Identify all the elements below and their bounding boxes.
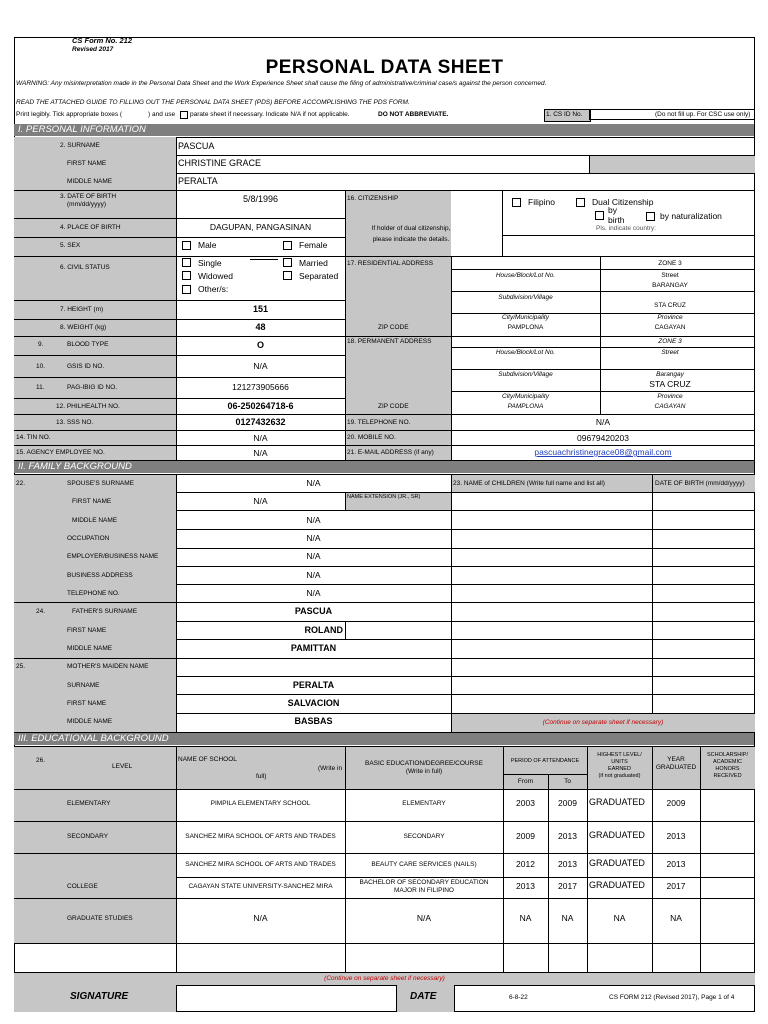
father-number: 24. [36,608,46,615]
father-middle-value[interactable]: PAMITTAN [290,643,337,653]
res-city-label: City/Municipality [502,314,549,321]
blood-type-number: 9. [38,341,44,348]
edu-course-vocational[interactable]: BEAUTY CARE SERVICES (NAILS) [371,861,477,868]
edu-to-graduate[interactable]: NA [561,913,574,923]
pob-value[interactable]: DAGUPAN, PANGASINAN [209,222,312,232]
business-address-value[interactable]: N/A [306,570,321,580]
male-label: Male [198,240,217,250]
res-province2-value[interactable]: CAGAYAN [654,324,686,331]
occupation-label: OCCUPATION [67,535,110,542]
gsis-value[interactable]: N/A [253,361,268,371]
res-province-label: Province [657,314,683,321]
father-middle-label: MIDDLE NAME [67,645,113,652]
print-legibly-b: ) and use [148,111,176,118]
weight-label: 8. WEIGHT (kg) [60,324,107,331]
edu-course-college-a[interactable]: BACHELOR OF SECONDARY EDUCATION [359,879,489,886]
pob-label: 4. PLACE OF BIRTH [60,224,121,231]
family-continue-note: (Continue on separate sheet if necessary) [542,719,664,726]
period-header: PERIOD OF ATTENDANCE [510,758,580,764]
civil-status-label: 6. CIVIL STATUS [60,264,110,271]
mother-middle-label: MIDDLE NAME [67,718,113,725]
edu-highest-vocational[interactable]: GRADUATED [589,858,645,868]
edu-course-college-b[interactable]: MAJOR IN FILIPINO [394,887,454,894]
edu-level-graduate: GRADUATE STUDIES [67,915,133,922]
edu-year-elementary[interactable]: 2009 [666,798,686,808]
to-header: To [564,778,571,785]
female-label: Female [299,240,328,250]
others-checkbox[interactable] [182,285,191,294]
edu-year-college[interactable]: 2017 [666,881,686,891]
first-name-label: FIRST NAME [67,160,107,167]
edu-to-secondary[interactable]: 2013 [558,831,577,841]
dual-citizenship-label: Dual Citizenship [592,197,654,207]
res-city-value[interactable]: STA CRUZ [654,302,686,309]
blood-type-value[interactable]: O [256,340,264,350]
print-legibly-a: Print legibly. Tick appropriate boxes ( [16,111,123,118]
section-family-background: II. FAMILY BACKGROUND [14,461,754,473]
permanent-address-label: 18. PERMANENT ADDRESS [347,338,432,345]
spouse-surname-label: SPOUSE'S SURNAME [67,480,134,487]
edu-from-college[interactable]: 2013 [516,881,535,891]
name-extension-label: NAME EXTENSION (JR., SR) [347,494,421,500]
edu-to-college[interactable]: 2017 [558,881,577,891]
spouse-middle-value[interactable]: N/A [306,515,321,525]
mother-maiden-label: MOTHER'S MAIDEN NAME [67,663,149,670]
res-city2-value[interactable]: PAMPLONA [507,324,544,331]
pagibig-number: 11. [36,384,45,391]
male-checkbox[interactable] [182,241,191,250]
by-naturalization-label: by naturalization [660,211,722,221]
edu-highest-secondary[interactable]: GRADUATED [589,830,645,840]
edu-school-graduate[interactable]: N/A [253,913,268,923]
edu-from-graduate[interactable]: NA [519,913,532,923]
sss-label: 13. SSS NO. [56,419,94,426]
year-header-a: YEAR [667,756,685,763]
highest-header-d: (if not graduated) [598,773,641,779]
year-header-b: GRADUATED [655,764,697,771]
father-first-value[interactable]: ROLAND [304,625,343,635]
spouse-telephone-value[interactable]: N/A [306,588,321,598]
edu-year-vocational[interactable]: 2013 [666,859,686,869]
school-header-a: NAME OF SCHOOL [178,756,237,763]
by-birth-checkbox[interactable] [595,211,604,220]
edu-school-vocational[interactable]: SANCHEZ MIRA SCHOOL OF ARTS AND TRADES [185,861,336,868]
signature-field[interactable] [177,986,395,1011]
edu-course-secondary[interactable]: SECONDARY [403,833,445,840]
edu-level-elementary: ELEMENTARY [67,800,111,807]
first-name-value[interactable]: CHRISTINE GRACE [178,158,262,168]
married-checkbox[interactable] [283,258,292,267]
read-guide-text: READ THE ATTACHED GUIDE TO FILLING OUT THE PERSONAL DATA SHEET (PDS) BEFORE ACCOMPLISHING THE PDS FORM. [16,99,410,106]
edu-from-vocational[interactable]: 2012 [516,859,535,869]
tin-value[interactable]: N/A [253,433,268,443]
family-label-column [14,474,176,732]
course-header-b: (Write in full) [405,768,443,775]
signature-label: SIGNATURE [70,991,129,1002]
edu-school-college[interactable]: CAGAYAN STATE UNIVERSITY-SANCHEZ MIRA [188,883,333,890]
height-label: 7. HEIGHT (m) [60,306,104,313]
form-number: CS Form No. 212 [72,36,133,45]
widowed-checkbox[interactable] [182,271,191,280]
highest-header-b: UNITS [611,759,628,765]
children-label: 23. NAME of CHILDREN (Write full name and list all) [453,480,605,487]
employer-value[interactable]: N/A [306,551,321,561]
form-revised: Revised 2017 [72,46,114,53]
married-label: Married [299,258,328,268]
employer-label: EMPLOYER/BUSINESS NAME [67,553,159,560]
spouse-first-label: FIRST NAME [72,498,112,505]
perm-house-label: House/Block/Lot No. [495,349,556,356]
sss-value[interactable]: 0127432632 [235,417,286,427]
single-label: Single [198,258,222,268]
dob-format: (mm/dd/yyyy) [67,201,106,208]
separated-checkbox[interactable] [283,271,292,280]
filipino-label: Filipino [528,197,555,207]
mother-surname-label: SURNAME [67,682,100,689]
middle-name-value[interactable]: PERALTA [178,176,218,186]
education-continue-note: (Continue on separate sheet if necessary) [324,975,445,982]
date-value[interactable]: 6-8-22 [509,994,528,1001]
edu-from-secondary[interactable]: 2009 [516,831,535,841]
course-header-a: BASIC EDUCATION/DEGREE/COURSE [365,760,483,767]
edu-level-secondary: SECONDARY [67,833,109,840]
edu-year-graduate[interactable]: NA [670,913,682,923]
spouse-surname-value[interactable]: N/A [306,478,321,488]
personal-label-column [14,137,176,460]
first-name-ext-gray [589,155,755,173]
philhealth-label: 12. PHILHEALTH NO. [56,403,120,410]
citizenship-label: 16. CITIZENSHIP [347,195,399,202]
spouse-middle-label: MIDDLE NAME [72,517,118,524]
edu-course-elementary[interactable]: ELEMENTARY [402,800,446,807]
mother-first-label: FIRST NAME [67,700,107,707]
father-first-label: FIRST NAME [67,627,107,634]
date-label: DATE [410,991,437,1002]
mobile-value[interactable]: 09679420203 [576,433,629,443]
scholarship-header-d: RECEIVED [713,773,742,779]
others-label: Other/s: [198,284,229,294]
single-checkbox[interactable] [182,258,191,267]
perm-subd-label: Subdivision/Village [498,371,553,378]
scholarship-header-b: ACADEMIC [712,759,743,765]
sample-checkbox [180,111,188,119]
edu-from-elementary[interactable]: 2003 [516,798,535,808]
pagibig-label: PAG-IBIG ID NO. [67,384,118,391]
perm-house-value[interactable]: ZONE 3 [658,338,682,345]
perm-province-label: Province [657,393,683,400]
scholarship-header-c: HONORS [715,766,740,772]
by-birth-label-a: by [608,205,617,215]
spouse-first-value[interactable]: N/A [253,496,268,506]
mobile-label: 20. MOBILE NO. [347,434,396,441]
telephone-value[interactable]: N/A [595,417,611,427]
spouse-telephone-label: TELEPHONE NO. [67,590,120,597]
warning-text: WARNING: Any misinterpretation made in the Personal Data Sheet and the Work Experience Sheet shall cause the filing of administrative/criminal case/s against the person concerned. [16,80,547,87]
spouse-number: 22. [16,480,26,487]
edu-to-vocational[interactable]: 2013 [558,859,577,869]
gsis-label: GSIS ID NO. [67,363,105,370]
filipino-checkbox[interactable] [512,198,521,207]
business-address-label: BUSINESS ADDRESS [67,572,133,579]
perm-barangay-label: Barangay [656,371,684,378]
page-title: PERSONAL DATA SHEET [265,57,504,78]
dual-note-b: please indicate the details. [372,236,450,243]
edu-school-secondary[interactable]: SANCHEZ MIRA SCHOOL OF ARTS AND TRADES [185,833,336,840]
perm-zip-label: ZIP CODE [378,403,409,410]
mother-middle-value[interactable]: BASBAS [294,716,333,726]
separated-label: Separated [299,271,339,281]
children-dob-label: DATE OF BIRTH (mm/dd/yyyy) [655,480,745,487]
perm-city2-value[interactable]: PAMPLONA [507,403,544,410]
highest-header-c: EARNED [608,766,631,772]
edu-highest-college[interactable]: GRADUATED [589,880,645,890]
country-note: Pls. indicate country: [596,225,656,232]
surname-label: 2. SURNAME [60,142,100,149]
cs-id-label: 1. CS ID No. [546,111,583,118]
edu-course-graduate[interactable]: N/A [416,913,432,923]
section-personal-info: I. PERSONAL INFORMATION [14,124,754,136]
height-value[interactable]: 151 [252,304,269,314]
perm-city-value[interactable]: STA CRUZ [649,379,691,389]
telephone-label: 19. TELEPHONE NO. [347,419,411,426]
education-level-header: LEVEL [112,763,133,770]
res-house-label: House/Block/Lot No. [495,272,556,279]
edu-level-college: COLLEGE [67,883,98,890]
res-house-value[interactable]: ZONE 3 [658,260,682,267]
by-birth-label-b: birth [608,215,625,225]
father-surname-label: FATHER'S SURNAME [72,608,138,615]
edu-to-elementary[interactable]: 2009 [558,798,577,808]
surname-value[interactable]: PASCUA [178,141,215,151]
edu-highest-graduate[interactable]: NA [613,913,626,923]
email-value[interactable]: pascuachristinegrace08@gmail.com [534,447,672,457]
res-barangay-value[interactable]: BARANGAY [652,282,688,289]
highest-header-a: HIGHEST LEVEL/ [597,752,642,758]
dual-citizenship-checkbox[interactable] [576,198,585,207]
do-not-abbreviate: DO NOT ABBREVIATE. [378,111,449,118]
mother-first-value[interactable]: SALVACION [287,698,340,708]
print-legibly-c: parate sheet if necessary. Indicate N/A if not applicable. [190,111,350,118]
from-header: From [517,778,534,785]
occupation-value[interactable]: N/A [306,533,321,543]
sex-label: 5. SEX [60,242,81,249]
section-educational-background: III. EDUCATIONAL BACKGROUND [14,733,754,745]
residential-address-label: 17. RESIDENTIAL ADDRESS [347,260,434,267]
scholarship-header-a: SCHOLARSHIP/ [707,752,748,758]
perm-city-label: City/Municipality [502,393,549,400]
res-street-value[interactable]: Street [661,272,679,279]
widowed-label: Widowed [198,271,233,281]
weight-value[interactable]: 48 [255,322,266,332]
cs-id-note: (Do not fill up. For CSC use only) [655,111,751,118]
pagibig-value[interactable]: 121273905666 [232,382,289,392]
female-checkbox[interactable] [283,241,292,250]
res-zip-label: ZIP CODE [378,324,409,331]
blood-type-label: BLOOD TYPE [67,341,109,348]
education-number: 26. [36,757,46,764]
edu-highest-elementary[interactable]: GRADUATED [589,797,645,807]
philhealth-value[interactable]: 06-250264718-6 [227,401,294,411]
perm-province2-value[interactable]: CAGAYAN [654,403,686,410]
form-footer: CS FORM 212 (Revised 2017), Page 1 of 4 [609,994,735,1001]
perm-street-label: Street [661,349,679,356]
school-header-b: (Write in [318,765,343,772]
dual-note-a: If holder of dual citizenship, [371,225,451,232]
agency-label: 15. AGENCY EMPLOYEE NO. [16,449,105,456]
edu-year-secondary[interactable]: 2013 [666,831,686,841]
tin-label: 14. TIN NO. [16,434,51,441]
by-naturalization-checkbox[interactable] [646,212,655,221]
agency-value[interactable]: N/A [253,448,268,458]
mother-surname-value[interactable]: PERALTA [292,680,335,690]
gsis-number: 10. [36,363,46,370]
father-surname-value[interactable]: PASCUA [294,606,333,616]
middle-name-label: MIDDLE NAME [67,178,113,185]
res-subd-label: Subdivision/Village [498,294,553,301]
mother-number: 25. [16,663,26,670]
dob-label: 3. DATE OF BIRTH [60,193,117,200]
dob-value[interactable]: 5/8/1996 [242,194,279,204]
edu-school-elementary[interactable]: PIMPILA ELEMENTARY SCHOOL [210,800,311,807]
email-label: 21. E-MAIL ADDRESS (if any) [347,449,434,456]
school-header-c: full) [256,773,267,780]
